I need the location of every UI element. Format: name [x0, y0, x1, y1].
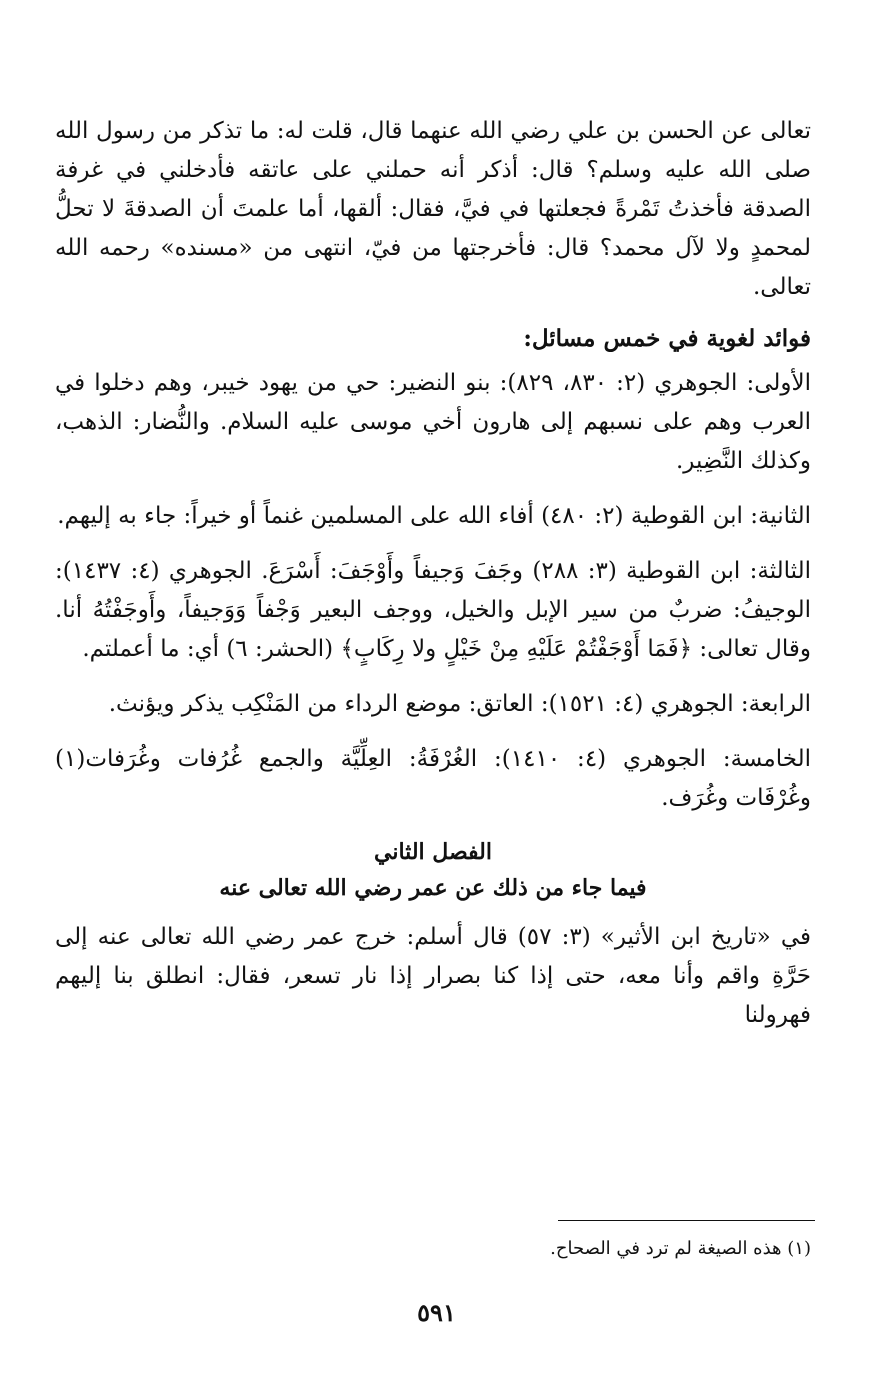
paragraph-hasan-hadith: تعالى عن الحسن بن علي رضي الله عنهما قال، قلت له: ما تذكر من رسول الله صلى الله عليه وسلم؟ قال: أذكر أنه حملني على عاتقه فأدخلني في غرفة الصدقة فأخذتُ تَمْرةً فجعلتها في فيَّ، فقال: ألقها، أما علمتَ أن الصدقةَ لا تحلُّ لمحمدٍ ولا لآل محمد؟ قال: فأخرجتها من فيّ، انتهى من «مسنده» رحمه الله تعالى. [55, 118, 811, 300]
page-number: ٥٩١ [417, 1298, 456, 1327]
paragraph-first: الأولى: الجوهري (٢: ٨٣٠، ٨٢٩): بنو النضير: حي من يهود خيبر، وهم دخلوا في العرب وهم على نسبهم إلى هارون أخي موسى عليه السلام. والنُّضار: الذهب، وكذلك النَّضِير. [55, 370, 811, 474]
chapter-subtitle: فيما جاء من ذلك عن عمر رضي الله تعالى عنه [219, 875, 647, 901]
chapter-title: الفصل الثاني [374, 839, 492, 865]
paragraph-ibn-athir: في «تاريخ ابن الأثير» (٣: ٥٧) قال أسلم: خرج عمر رضي الله تعالى عنه إلى حَرَّةِ واقم وأنا معه، حتى إذا كنا بصرار إذا نار تسعر، فقال: انطلق بنا إليهم فهرولنا [55, 924, 811, 1028]
footnote: (١) هذه الصيغة لم ترد في الصحاح. [550, 1238, 811, 1259]
paragraph-third: الثالثة: ابن القوطية (٣: ٢٨٨) وجَفَ وَجيفاً وأَوْجَفَ: أَسْرَعَ. الجوهري (٤: ١٤٣٧): الوجيفُ: ضربٌ من سير الإبل والخيل، ووجف البعير وَجْفاً وَوَجيفاً، وأَوجَفْتُهُ أنا. وقال تعالى: ﴿فَمَا أَوْجَفْتُمْ عَلَيْهِ مِنْ خَيْلٍ ولا رِكَابٍ﴾ (الحشر: ٦) أي: ما أعملتم. [55, 558, 812, 662]
footnote-divider [558, 1220, 815, 1221]
section-heading: فوائد لغوية في خمس مسائل: [523, 325, 811, 352]
paragraph-fourth: الرابعة: الجوهري (٤: ١٥٢١): العاتق: موضع الرداء من المَنْكِب يذكر ويؤنث. [108, 691, 811, 717]
paragraph-fifth: الخامسة: الجوهري (٤: ١٤١٠): الغُرْفَةُ: العِلِّيَّة والجمع غُرُفات وغُرَفات(١) وغُرْفَات وغُرَف. [55, 746, 811, 811]
paragraph-second: الثانية: ابن القوطية (٢: ٤٨٠) أفاء الله على المسلمين غنماً أو خيراً: جاء به إليهم. [57, 503, 811, 529]
